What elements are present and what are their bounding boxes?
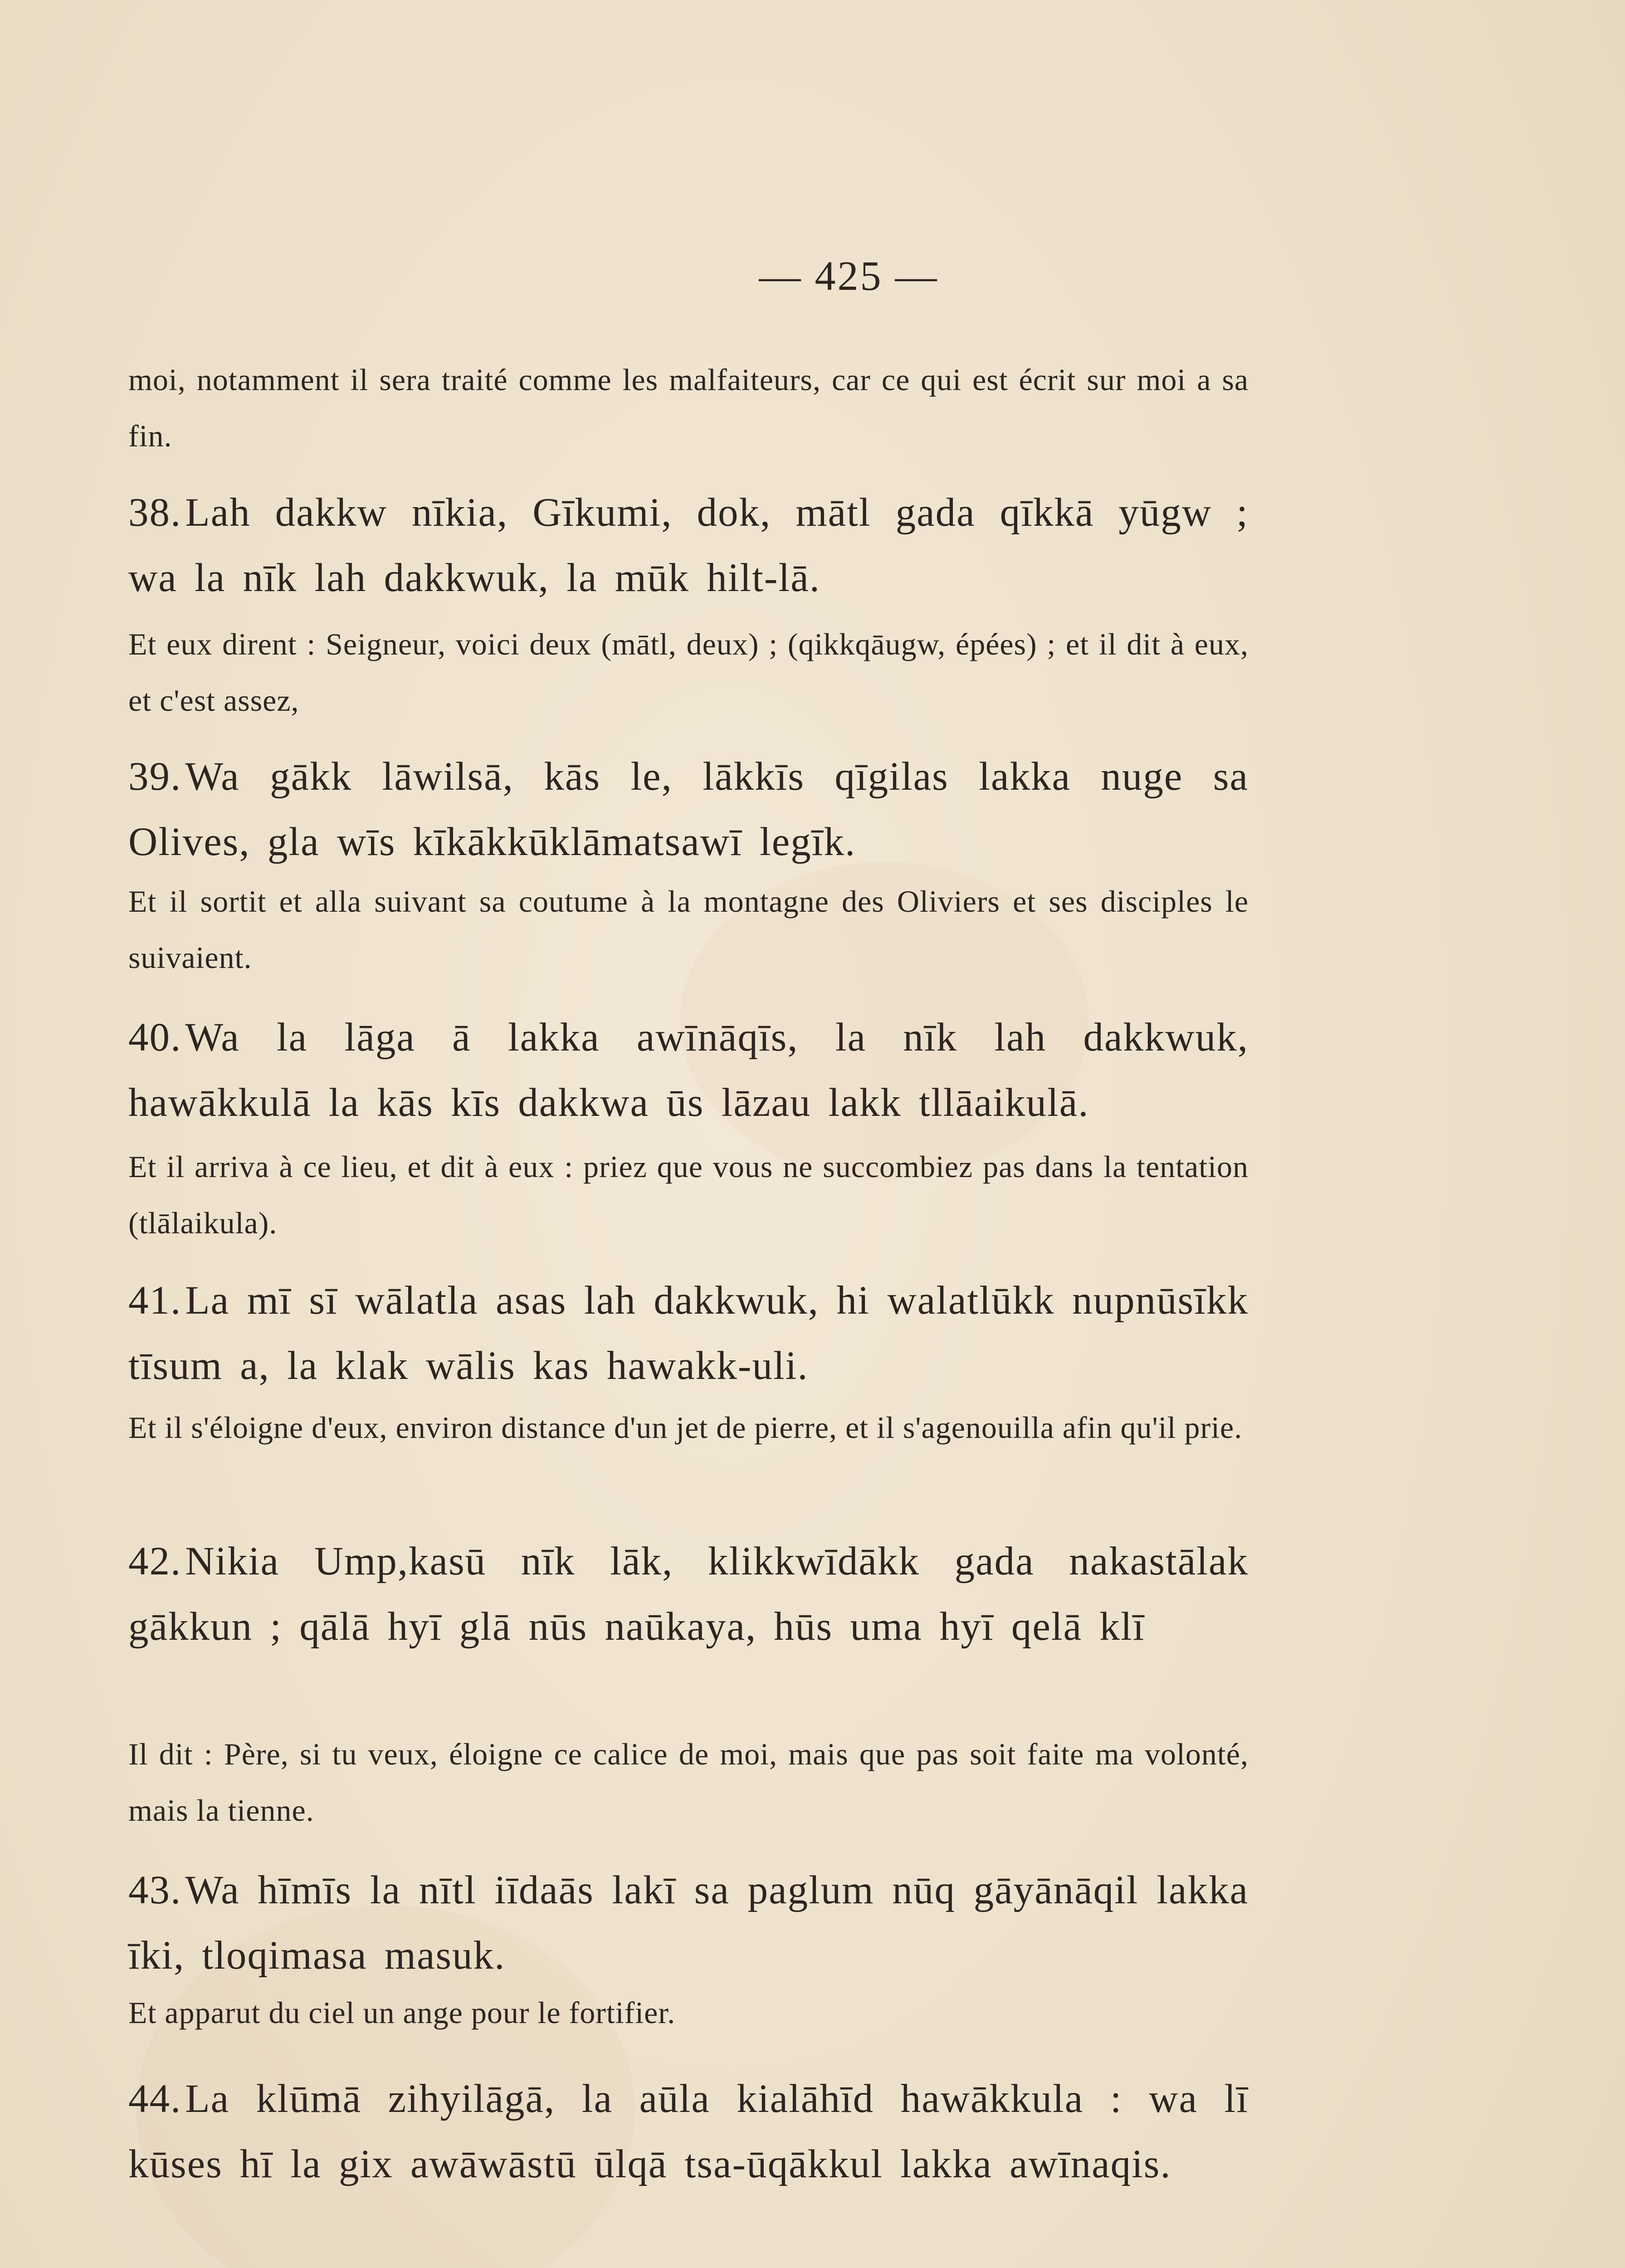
translation-text: Et apparut du ciel un ange pour le fortifier. [128, 1995, 676, 2030]
verse-text [128, 2066, 1249, 2197]
translation-text: Et eux dirent : Seigneur, voici deux (mātl, deux) ; (qikkqāugw, épées) ; et il dit à eux, et c'est assez, [128, 627, 1249, 718]
verse-39 [128, 744, 1249, 875]
translation-41 [128, 1399, 1249, 1456]
verse-44 [128, 2066, 1249, 2197]
intro-block [128, 352, 1249, 464]
verse-number: 38. [128, 490, 182, 535]
translation-text: moi, notamment il sera traité comme les malfaiteurs, car ce qui est écrit sur moi a sa fin. [128, 362, 1249, 453]
verse-number: 43. [128, 1868, 182, 1912]
verse-text [128, 1529, 1249, 1659]
translation-text: Et il s'éloigne d'eux, environ distance d'un jet de pierre, et il s'agenouilla afin qu'il prie. [128, 1410, 1243, 1445]
verse-43 [128, 1857, 1249, 1988]
verse-41 [128, 1268, 1249, 1398]
verse-text [128, 1268, 1249, 1398]
translation-39 [128, 873, 1249, 986]
translation-42 [128, 1726, 1249, 1838]
page-number: — 425 — [759, 253, 939, 299]
verse-number: 40. [128, 1015, 182, 1060]
translation-text: Et il arriva à ce lieu, et dit à eux : priez que vous ne succombiez pas dans la tentation (tlālaikula). [128, 1149, 1249, 1240]
verse-body: Wa gākk lāwilsā, kās le, lākkīs qīgilas lakka nuge sa Olives, gla wīs kīkākkūklāmatsawī legīk. [128, 754, 1249, 864]
verse-body: Lah dakkw nīkia, Gīkumi, dok, mātl gada qīkkā yūgw ; wa la nīk lah dakkwuk, la mūk hilt-lā. [128, 490, 1249, 600]
translation-40 [128, 1139, 1249, 1251]
verse-text [128, 1857, 1249, 1988]
verse-body: Wa la lāga ā lakka awīnāqīs, la nīk lah dakkwuk, hawākkulā la kās kīs dakkwa ūs lāzau lakk tllāaikulā. [128, 1015, 1249, 1125]
verse-body: Wa hīmīs la nītl iīdaās lakī sa paglum nūq gāyānāqil lakka īki, tloqimasa masuk. [128, 1868, 1249, 1978]
verse-body: La klūmā zihyilāgā, la aūla kialāhīd hawākkula : wa lī kūses hī la gix awāwāstū ūlqā tsa-ūqākkul lakka awīnaqis. [128, 2077, 1249, 2186]
verse-number: 42. [128, 1539, 182, 1584]
verse-number: 41. [128, 1278, 182, 1323]
verse-text [128, 480, 1249, 611]
translation-text: Il dit : Père, si tu veux, éloigne ce calice de moi, mais que pas soit faite ma volonté, mais la tienne. [128, 1737, 1249, 1828]
verse-number: 44. [128, 2077, 182, 2121]
verse-number: 39. [128, 754, 182, 799]
translation-38 [128, 616, 1249, 728]
translation-43 [128, 1984, 1249, 2041]
translation-text: Et il sortit et alla suivant sa coutume à la montagne des Oliviers et ses disciples le suivaient. [128, 884, 1249, 975]
verse-text [128, 744, 1249, 875]
verse-body: La mī sī wālatla asas lah dakkwuk, hi walatlūkk nupnūsīkk tīsum a, la klak wālis kas hawakk-uli. [128, 1278, 1249, 1388]
verse-42 [128, 1529, 1249, 1659]
verse-body: Nikia Ump,kasū nīk lāk, klikkwīdākk gada nakastālak gākkun ; qālā hyī glā nūs naūkaya, hūs uma hyī qelā klī [128, 1539, 1249, 1649]
verse-text [128, 1005, 1249, 1135]
verse-40 [128, 1005, 1249, 1135]
verse-38 [128, 480, 1249, 611]
